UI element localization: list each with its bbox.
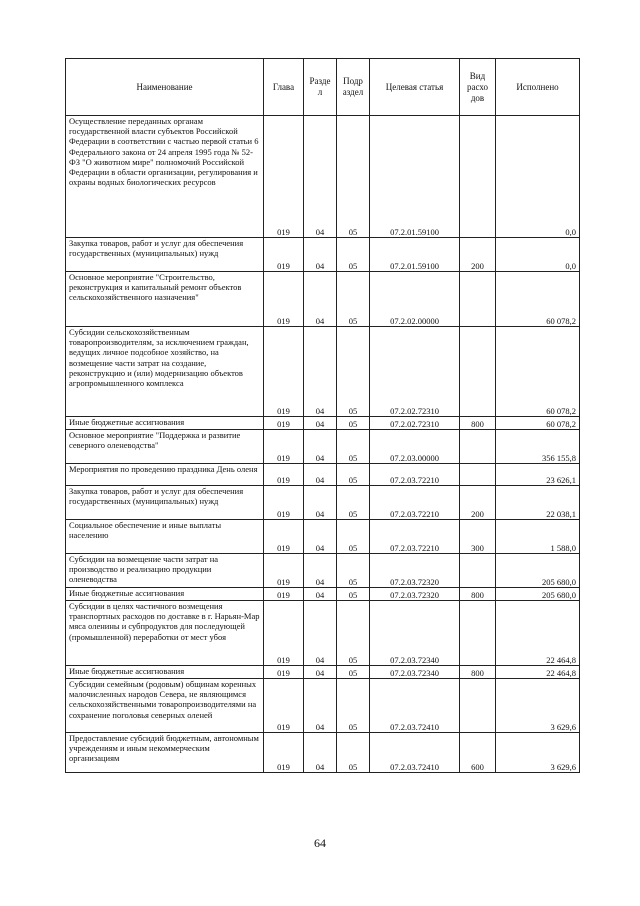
table-row: [66, 486, 580, 520]
row-name: Основное мероприятие "Строительство, реконструкция и капитальный ремонт объектов сельскохозяйственного назначения": [66, 272, 264, 327]
row-expense-type: 200: [460, 238, 496, 272]
row-podrazdel: 05: [337, 588, 370, 601]
row-podrazdel: 05: [337, 520, 370, 554]
row-podrazdel: 05: [337, 554, 370, 588]
row-podrazdel: 05: [337, 430, 370, 464]
table-row: [66, 272, 580, 327]
header-target-article: Целевая статья: [370, 59, 460, 116]
table-row: [66, 327, 580, 417]
table-row: [66, 464, 580, 486]
row-razdel: 04: [304, 430, 337, 464]
row-target-article: 07.2.03.72410: [370, 733, 460, 773]
row-name: Закупка товаров, работ и услуг для обеспечения государственных (муниципальных) нужд: [66, 238, 264, 272]
row-expense-type: [460, 272, 496, 327]
row-podrazdel: 05: [337, 601, 370, 666]
row-podrazdel: 05: [337, 417, 370, 430]
row-target-article: 07.2.03.72210: [370, 464, 460, 486]
row-glava: 019: [264, 238, 304, 272]
row-expense-type: 800: [460, 666, 496, 679]
row-glava: 019: [264, 679, 304, 733]
row-name: Субсидии семейным (родовым) общинам коренных малочисленных народов Севера, не являющимся сельскохозяйственными товаропроизводителями на сохранение поголовья северных оленей: [66, 679, 264, 733]
table-row: [66, 666, 580, 679]
row-executed: 205 680,0: [496, 588, 580, 601]
table-row: [66, 417, 580, 430]
row-razdel: 04: [304, 733, 337, 773]
row-name: Предоставление субсидий бюджетным, автономным учреждениям и иным некоммерческим организациям: [66, 733, 264, 773]
budget-table: [65, 58, 580, 773]
row-expense-type: 300: [460, 520, 496, 554]
row-executed: 0,0: [496, 116, 580, 238]
row-podrazdel: 05: [337, 464, 370, 486]
row-glava: 019: [264, 430, 304, 464]
row-glava: 019: [264, 666, 304, 679]
row-glava: 019: [264, 554, 304, 588]
header-expense-type: Вид расхо дов: [460, 59, 496, 116]
table-body: [66, 116, 580, 773]
row-executed: 3 629,6: [496, 679, 580, 733]
row-razdel: 04: [304, 601, 337, 666]
row-expense-type: 200: [460, 486, 496, 520]
row-glava: 019: [264, 588, 304, 601]
row-name: Субсидии на возмещение части затрат на производство и реализацию продукции оленеводства: [66, 554, 264, 588]
table-row: [66, 733, 580, 773]
row-target-article: 07.2.03.72320: [370, 588, 460, 601]
row-razdel: 04: [304, 417, 337, 430]
row-name: Основное мероприятие "Поддержка и развитие северного оленеводства": [66, 430, 264, 464]
table-row: [66, 601, 580, 666]
row-expense-type: [460, 430, 496, 464]
row-razdel: 04: [304, 327, 337, 417]
row-name: Иные бюджетные ассигнования: [66, 666, 264, 679]
header-executed: Исполнено: [496, 59, 580, 116]
row-podrazdel: 05: [337, 733, 370, 773]
row-name: Социальное обеспечение и иные выплаты населению: [66, 520, 264, 554]
row-executed: 22 464,8: [496, 666, 580, 679]
row-target-article: 07.2.02.00000: [370, 272, 460, 327]
row-name: Иные бюджетные ассигнования: [66, 417, 264, 430]
row-podrazdel: 05: [337, 666, 370, 679]
row-target-article: 07.2.02.72310: [370, 417, 460, 430]
page-number: 64: [314, 836, 326, 850]
row-executed: 60 078,2: [496, 272, 580, 327]
table-row: [66, 520, 580, 554]
row-podrazdel: 05: [337, 272, 370, 327]
row-expense-type: 600: [460, 733, 496, 773]
row-glava: 019: [264, 116, 304, 238]
row-target-article: 07.2.03.72410: [370, 679, 460, 733]
row-executed: 22 038,1: [496, 486, 580, 520]
row-razdel: 04: [304, 272, 337, 327]
row-podrazdel: 05: [337, 238, 370, 272]
row-executed: 0,0: [496, 238, 580, 272]
row-expense-type: 800: [460, 417, 496, 430]
row-razdel: 04: [304, 679, 337, 733]
row-glava: 019: [264, 464, 304, 486]
table-row: [66, 116, 580, 238]
row-glava: 019: [264, 486, 304, 520]
row-target-article: 07.2.03.72340: [370, 666, 460, 679]
row-expense-type: [460, 327, 496, 417]
table-row: [66, 679, 580, 733]
row-target-article: 07.2.01.59100: [370, 238, 460, 272]
row-target-article: 07.2.01.59100: [370, 116, 460, 238]
row-target-article: 07.2.03.72320: [370, 554, 460, 588]
row-expense-type: [460, 601, 496, 666]
row-razdel: 04: [304, 666, 337, 679]
row-name: Субсидии в целях частичного возмещения транспортных расходов по доставке в г. Нарьян-Мар мяса оленины и субпродуктов для последующей (промышленной) переработки от мест убоя: [66, 601, 264, 666]
row-razdel: 04: [304, 588, 337, 601]
row-executed: 3 629,6: [496, 733, 580, 773]
row-executed: 23 626,1: [496, 464, 580, 486]
row-razdel: 04: [304, 238, 337, 272]
header-razdel: Разде л: [304, 59, 337, 116]
row-target-article: 07.2.03.72210: [370, 486, 460, 520]
row-razdel: 04: [304, 554, 337, 588]
row-expense-type: [460, 554, 496, 588]
header-row: [66, 59, 580, 116]
row-name: Мероприятия по проведению праздника День оленя: [66, 464, 264, 486]
row-glava: 019: [264, 733, 304, 773]
table-row: [66, 430, 580, 464]
table-row: [66, 588, 580, 601]
row-razdel: 04: [304, 486, 337, 520]
row-executed: 60 078,2: [496, 327, 580, 417]
row-executed: 205 680,0: [496, 554, 580, 588]
row-target-article: 07.2.03.00000: [370, 430, 460, 464]
row-target-article: 07.2.03.72210: [370, 520, 460, 554]
row-executed: 356 155,8: [496, 430, 580, 464]
row-executed: 1 588,0: [496, 520, 580, 554]
row-name: Осуществление переданных органам государственной власти субъектов Российской Федерации в соответствии с частью первой статьи 6 Федерального закона от 24 апреля 1995 года № 52-ФЗ "О животном мире" полномочий Российской Федерации в области организации, регулирования и охраны водных биологических ресурсов: [66, 116, 264, 238]
header-glava: Глава: [264, 59, 304, 116]
row-name: Иные бюджетные ассигнования: [66, 588, 264, 601]
header-podrazdel: Подр аздел: [337, 59, 370, 116]
row-expense-type: [460, 116, 496, 238]
row-glava: 019: [264, 327, 304, 417]
row-expense-type: [460, 464, 496, 486]
row-podrazdel: 05: [337, 486, 370, 520]
row-target-article: 07.2.03.72340: [370, 601, 460, 666]
row-glava: 019: [264, 272, 304, 327]
row-glava: 019: [264, 520, 304, 554]
row-name: Закупка товаров, работ и услуг для обеспечения государственных (муниципальных) нужд: [66, 486, 264, 520]
row-razdel: 04: [304, 464, 337, 486]
header-name: Наименование: [66, 59, 264, 116]
table-row: [66, 554, 580, 588]
row-glava: 019: [264, 601, 304, 666]
row-executed: 60 078,2: [496, 417, 580, 430]
row-podrazdel: 05: [337, 116, 370, 238]
table-row: [66, 238, 580, 272]
row-expense-type: [460, 679, 496, 733]
row-target-article: 07.2.02.72310: [370, 327, 460, 417]
row-name: Субсидии сельскохозяйственным товаропроизводителям, за исключением граждан, ведущих личное подсобное хозяйство, на возмещение части затрат на создание, реконструкцию и (или) модернизацию объектов агропромышленного комплекса: [66, 327, 264, 417]
row-razdel: 04: [304, 520, 337, 554]
row-razdel: 04: [304, 116, 337, 238]
row-glava: 019: [264, 417, 304, 430]
row-podrazdel: 05: [337, 327, 370, 417]
row-expense-type: 800: [460, 588, 496, 601]
row-podrazdel: 05: [337, 679, 370, 733]
row-executed: 22 464,8: [496, 601, 580, 666]
